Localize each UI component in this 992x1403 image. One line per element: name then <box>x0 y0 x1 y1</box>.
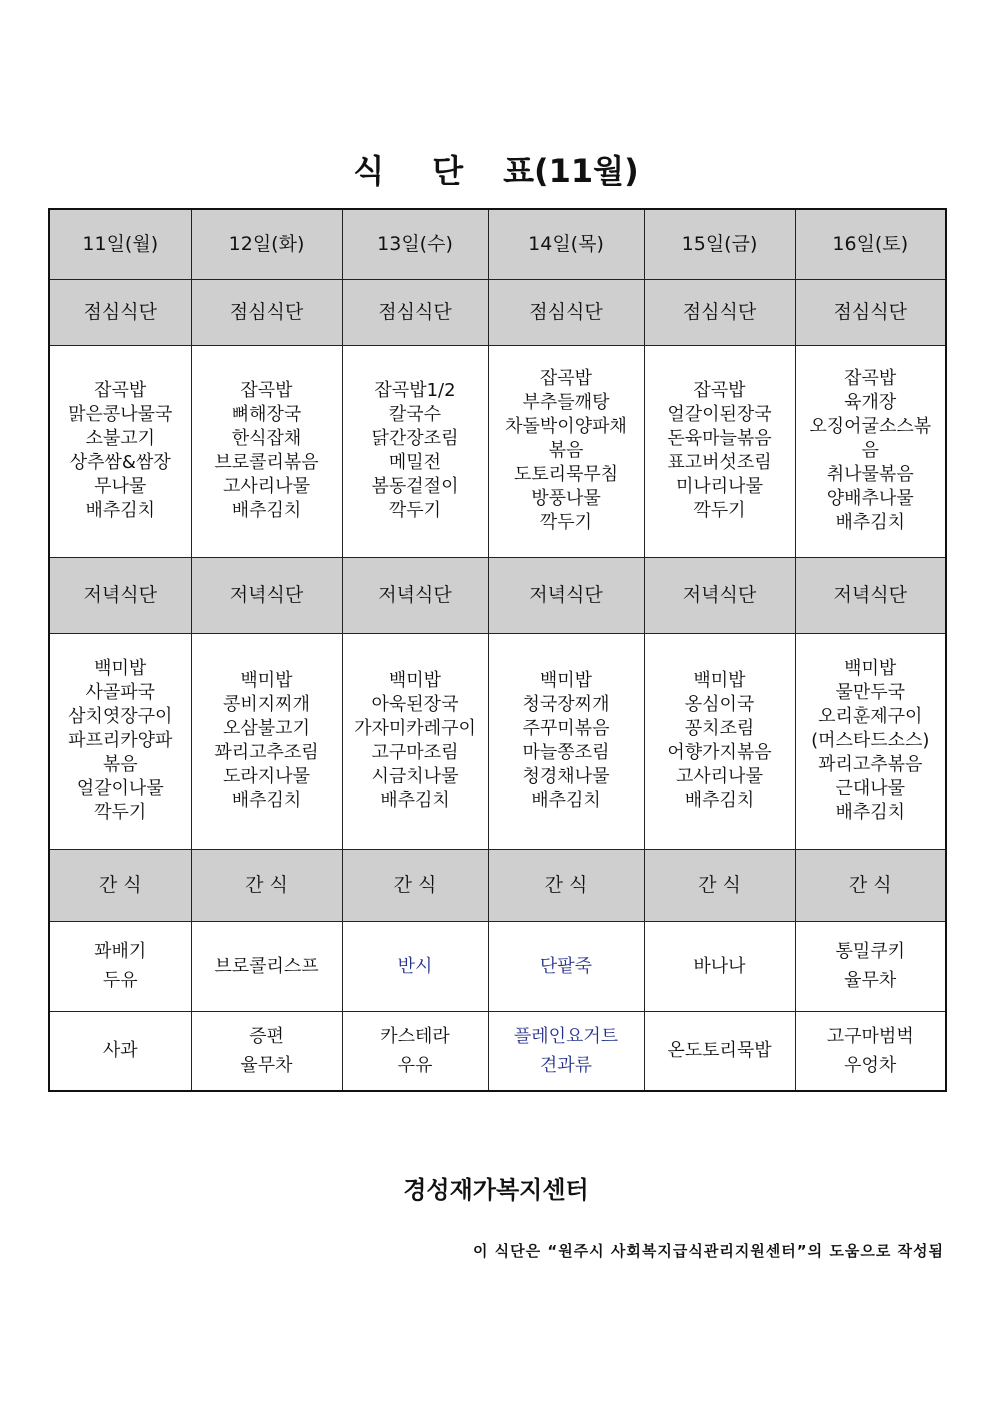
snack-label: 간 식 <box>342 849 488 921</box>
snack-label: 간 식 <box>191 849 342 921</box>
menu-item: 상추쌈&쌈장 <box>69 452 171 473</box>
menu-item: 미나리나물 <box>676 476 763 497</box>
menu-item: 플레인요거트 <box>513 1025 619 1047</box>
page-title <box>0 146 992 192</box>
menu-item: 백미밥 <box>240 670 293 691</box>
menu-item: 백미밥 <box>844 658 897 679</box>
dinner-menu-cell <box>488 633 644 849</box>
menu-item: 삼치엿장구이 <box>68 706 173 727</box>
menu-item: 배추김치 <box>380 790 450 811</box>
day-header: 15일(금) <box>644 209 795 279</box>
menu-item: 증편 <box>249 1025 284 1047</box>
menu-item: 소불고기 <box>85 428 156 449</box>
menu-item: 백미밥 <box>388 670 442 691</box>
snack-label: 간 식 <box>49 849 191 921</box>
dinner-menu-cell <box>191 633 342 849</box>
lunch-menu-cell <box>49 345 191 557</box>
snack-cell <box>488 1011 644 1091</box>
menu-item: 꽁치조림 <box>684 718 755 739</box>
menu-item: 어향가지볶음 <box>667 742 772 763</box>
day-header: 12일(화) <box>191 209 342 279</box>
snack-cell <box>644 1011 795 1091</box>
dinner-menu-cell <box>644 633 795 849</box>
menu-item: 도토리묵무침 <box>513 464 619 485</box>
day-header-row <box>49 209 946 279</box>
menu-item: 카스테라 <box>380 1025 450 1047</box>
menu-item: 고구마범벅 <box>826 1025 914 1047</box>
day-header: 16일(토) <box>795 209 946 279</box>
dinner-label: 저녁식단 <box>191 557 342 633</box>
menu-item: 브로콜리볶음 <box>214 452 319 473</box>
menu-item: 양배추나물 <box>826 488 914 509</box>
menu-item: 율무차 <box>844 970 897 991</box>
menu-item: 배추김치 <box>231 500 302 521</box>
snack-cell <box>488 921 644 1011</box>
menu-item: 칼국수 <box>388 404 442 425</box>
menu-item: 육개장 <box>844 392 897 413</box>
snack-cell <box>342 1011 488 1091</box>
menu-item: 주꾸미볶음 <box>522 718 610 739</box>
menu-item: 돈육마늘볶음 <box>667 428 772 449</box>
menu-item: 통밀쿠키 <box>835 941 906 962</box>
menu-item: 고사리나물 <box>676 766 763 787</box>
menu-item: 반시 <box>397 955 433 977</box>
dinner-label: 저녁식단 <box>49 557 191 633</box>
menu-item: 취나물볶음 <box>826 464 914 485</box>
menu-item: 온도토리묵밥 <box>667 1040 772 1062</box>
menu-item: 고사리나물 <box>223 476 310 497</box>
menu-item: 물만두국 <box>835 682 906 703</box>
menu-item: 콩비지찌개 <box>223 694 310 715</box>
menu-item: 배추김치 <box>85 500 156 521</box>
menu-item: 한식잡채 <box>231 428 302 449</box>
menu-item: 견과류 <box>539 1054 593 1076</box>
menu-item: 배추김치 <box>835 512 906 533</box>
center-name: 경성재가복지센터 <box>403 1176 589 1204</box>
menu-item: 볶음 <box>102 754 138 775</box>
menu-item: 표고버섯조림 <box>667 452 772 473</box>
menu-item: 배추김치 <box>231 790 302 811</box>
lunch-label: 점심식단 <box>342 279 488 345</box>
menu-item: 아욱된장국 <box>371 694 459 715</box>
title-part2: 단 <box>432 152 464 190</box>
menu-item: 배추김치 <box>835 802 906 823</box>
lunch-label-row <box>49 279 946 345</box>
menu-item: 우엉차 <box>844 1054 897 1076</box>
menu-item: 무나물 <box>94 476 147 497</box>
menu-item: 잡곡밥 <box>94 380 147 401</box>
snack-cell <box>644 921 795 1011</box>
menu-item: 청국장찌개 <box>522 694 610 715</box>
menu-item: 두유 <box>102 970 138 991</box>
day-header: 13일(수) <box>342 209 488 279</box>
footnote: 이 식단은 “원주시 사회복지급식관리지원센터”의 도움으로 작성됨 <box>472 1242 944 1260</box>
menu-item: 오징어굴소스볶 <box>809 416 932 437</box>
menu-item: 잡곡밥1/2 <box>374 380 456 401</box>
menu-item: 얼갈이된장국 <box>667 404 772 425</box>
lunch-label: 점심식단 <box>49 279 191 345</box>
lunch-label: 점심식단 <box>795 279 946 345</box>
menu-item: 차돌박이양파채 <box>505 416 627 437</box>
snack-cell <box>795 1011 946 1091</box>
dinner-menu-cell <box>342 633 488 849</box>
menu-item: 꽈배기 <box>94 941 147 962</box>
menu-item: 바나나 <box>693 955 746 977</box>
snack-cell <box>49 921 191 1011</box>
menu-item: 방풍나물 <box>531 488 601 509</box>
lunch-label: 점심식단 <box>191 279 342 345</box>
menu-item: 파프리카양파 <box>68 730 173 751</box>
menu-item: 잡곡밥 <box>693 380 746 401</box>
title-part3: 표(11월) <box>503 152 639 190</box>
snack-label-row <box>49 849 946 921</box>
snack-cell <box>49 1011 191 1091</box>
menu-item: 사과 <box>102 1040 138 1062</box>
lunch-label: 점심식단 <box>644 279 795 345</box>
dinner-menu-cell <box>49 633 191 849</box>
menu-item: 부추들깨탕 <box>522 392 610 413</box>
dinner-label: 저녁식단 <box>342 557 488 633</box>
snack-row-1 <box>49 921 946 1011</box>
menu-item: (머스타드소스) <box>811 730 930 751</box>
menu-item: 백미밥 <box>94 658 147 679</box>
menu-item: 깍두기 <box>94 802 147 823</box>
snack-cell <box>191 921 342 1011</box>
title-part1: 식 <box>353 152 385 190</box>
lunch-menu-cell <box>644 345 795 557</box>
lunch-menu-cell <box>191 345 342 557</box>
menu-item: 꽈리고추조림 <box>214 742 319 763</box>
dinner-menu-cell <box>795 633 946 849</box>
lunch-row <box>49 345 946 557</box>
dinner-label: 저녁식단 <box>488 557 644 633</box>
snack-cell <box>191 1011 342 1091</box>
menu-item: 도라지나물 <box>223 766 310 787</box>
menu-item: 잡곡밥 <box>844 368 897 389</box>
menu-item: 브로콜리스프 <box>214 955 319 977</box>
menu-item: 시금치나물 <box>371 766 459 787</box>
menu-item: 마늘쫑조림 <box>522 742 610 763</box>
menu-item: 가자미카레구이 <box>354 718 476 739</box>
menu-item: 잡곡밥 <box>240 380 293 401</box>
menu-item: 메밀전 <box>388 452 442 473</box>
lunch-menu-cell <box>342 345 488 557</box>
menu-item: 맑은콩나물국 <box>68 404 173 425</box>
menu-item: 배추김치 <box>684 790 755 811</box>
menu-item: 꽈리고추볶음 <box>818 754 923 775</box>
menu-item: 얼갈이나물 <box>76 778 164 799</box>
day-header: 14일(목) <box>488 209 644 279</box>
menu-item: 백미밥 <box>693 670 746 691</box>
snack-cell <box>795 921 946 1011</box>
dinner-label: 저녁식단 <box>795 557 946 633</box>
menu-item: 깍두기 <box>388 500 442 521</box>
lunch-label: 점심식단 <box>488 279 644 345</box>
menu-item: 사골파국 <box>85 682 156 703</box>
menu-item: 백미밥 <box>539 670 593 691</box>
menu-item: 잡곡밥 <box>539 368 593 389</box>
day-header: 11일(월) <box>49 209 191 279</box>
menu-item: 근대나물 <box>835 778 906 799</box>
menu-item: 배추김치 <box>531 790 601 811</box>
snack-label: 간 식 <box>488 849 644 921</box>
menu-item: 오리훈제구이 <box>818 706 923 727</box>
menu-item: 음 <box>861 440 879 461</box>
menu-item: 뼈해장국 <box>231 404 302 425</box>
snack-row-2 <box>49 1011 946 1091</box>
menu-item: 봄동겉절이 <box>371 476 459 497</box>
menu-item: 청경채나물 <box>522 766 610 787</box>
menu-item: 우유 <box>397 1054 433 1076</box>
menu-item: 볶음 <box>548 440 584 461</box>
lunch-menu-cell <box>795 345 946 557</box>
menu-item: 단팥죽 <box>539 955 593 977</box>
menu-item: 옹심이국 <box>684 694 755 715</box>
menu-table <box>48 208 947 1092</box>
dinner-label: 저녁식단 <box>644 557 795 633</box>
menu-item: 깍두기 <box>539 512 593 533</box>
snack-cell <box>342 921 488 1011</box>
menu-item: 오삼불고기 <box>223 718 310 739</box>
menu-item: 고구마조림 <box>371 742 459 763</box>
snack-label: 간 식 <box>644 849 795 921</box>
dinner-label-row <box>49 557 946 633</box>
menu-item: 깍두기 <box>693 500 746 521</box>
dinner-row <box>49 633 946 849</box>
menu-item: 율무차 <box>240 1054 293 1076</box>
menu-item: 닭간장조림 <box>371 428 459 449</box>
snack-label: 간 식 <box>795 849 946 921</box>
lunch-menu-cell <box>488 345 644 557</box>
